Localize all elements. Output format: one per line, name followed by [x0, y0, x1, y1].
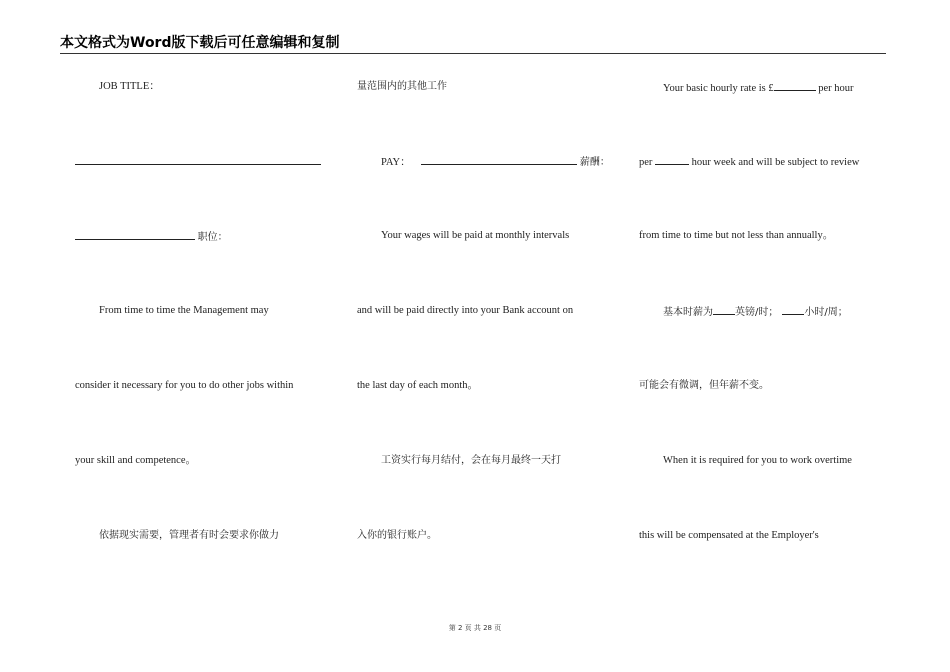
cn-rate-line — [639, 304, 848, 320]
col2-cn-line-1: 工资实行每月结付，会在每月最终一天打 — [381, 455, 561, 466]
job-title-blank — [75, 154, 321, 170]
col2-en-line-3: the last day of each month。 — [357, 380, 479, 391]
hours-week-prefix: per — [639, 157, 656, 168]
col1-en-line-1: From time to time the Management may — [99, 305, 269, 316]
col1-cn-line-1: 依据现实需要，管理者有时会要求你做力 — [99, 530, 279, 541]
cn-change-line: 可能会有微调，但年薪不变。 — [639, 380, 769, 391]
col2-en-line-1: Your wages will be paid at monthly intervals — [381, 230, 570, 241]
job-title-label: JOB TITLE： — [99, 81, 160, 92]
pay-line — [357, 154, 610, 170]
col2-cn-cont: 量范围内的其他工作 — [357, 81, 447, 92]
page-number: 第 2 页 共 28 页 — [448, 624, 502, 632]
col1-en-line-3: your skill and competence。 — [75, 455, 197, 466]
hourly-rate-line — [639, 80, 854, 96]
cn-rate-underline-1 — [713, 304, 735, 315]
hours-week-line — [639, 154, 859, 170]
review-line: from time to time but not less than annually。 — [639, 230, 834, 241]
hourly-rate-suffix: per hour — [815, 83, 854, 94]
position-line — [75, 229, 228, 245]
position-underline — [75, 229, 195, 240]
job-title-underline — [75, 154, 321, 165]
hours-week-underline — [655, 154, 689, 165]
col1-en-line-2: consider it necessary for you to do other jobs within — [75, 380, 294, 391]
overtime-line-1: When it is required for you to work overtime — [663, 455, 852, 466]
cn-rate-underline-2 — [782, 304, 804, 315]
cn-rate-c: 小时/周； — [804, 307, 848, 318]
overtime-line-2: this will be compensated at the Employer's — [639, 530, 819, 541]
pay-label: PAY： — [381, 157, 411, 168]
hourly-rate-underline — [774, 80, 816, 91]
position-label: 职位： — [197, 232, 228, 243]
cn-rate-a: 基本时薪为 — [663, 307, 713, 318]
hourly-rate-text: Your basic hourly rate is £ — [663, 83, 774, 94]
col2-cn-line-2: 入你的银行账户。 — [357, 530, 437, 541]
hours-week-suffix: hour week and will be subject to review — [689, 157, 860, 168]
pay-underline — [421, 154, 577, 165]
page-header: 本文格式为Word版下载后可任意编辑和复制 — [60, 34, 886, 54]
cn-rate-b: 英镑/时； — [735, 307, 779, 318]
col2-en-line-2: and will be paid directly into your Bank account on — [357, 305, 574, 316]
pay-cn-label: 薪酬： — [579, 157, 610, 168]
